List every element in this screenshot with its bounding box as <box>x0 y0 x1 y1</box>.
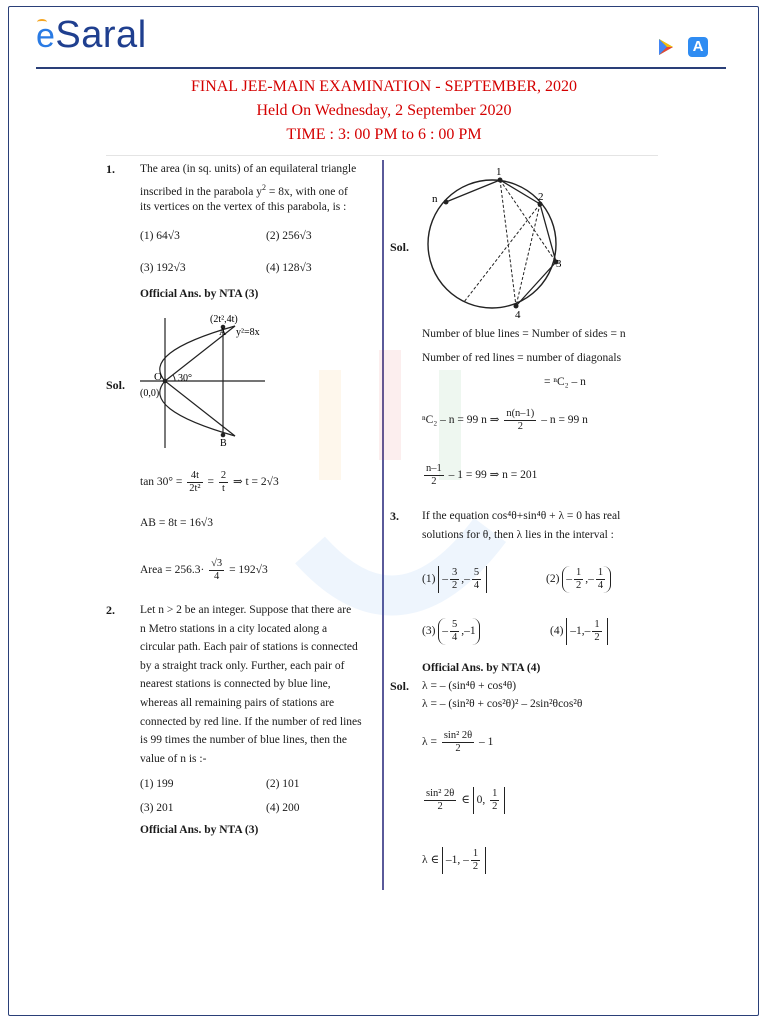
question-3-line2: solutions for θ, then λ lies in the interval : <box>422 529 614 541</box>
question-1-line2: inscribed in the parabola $y^2 = 8x$, with one of <box>140 183 348 198</box>
curve-label: y²=8x <box>236 327 260 338</box>
question-3-sol-line5: λ ∈ –1, – $\frac{1}{2}$ <box>422 847 486 874</box>
question-2-sol-line4: ⁿC₂ – n = 99 n ⇒ $\frac{n(n-1)}{2}$ – n = 99 n <box>422 408 588 432</box>
exam-date: Held On Wednesday, 2 September 2020 <box>256 102 512 119</box>
question-1-step2: AB = 8t = 16√3 <box>140 517 213 529</box>
title-divider <box>106 155 658 156</box>
question-3-sol-line4: $\frac{\text{sin² 2θ}}{2}$ ∈ 0, $\frac{1}{2}$ <box>422 787 505 814</box>
question-2-option-3[interactable]: (3) 201 <box>140 802 174 814</box>
esaral-logo[interactable] <box>36 14 147 57</box>
question-2-number: 2. <box>106 603 115 617</box>
exam-time: TIME : 3: 00 PM to 6 : 00 PM <box>286 126 482 143</box>
point-a-coord: (2t²,4t) <box>210 314 238 325</box>
station-1-label: 1 <box>496 166 502 178</box>
header-divider <box>36 67 726 69</box>
logo-text: Saral <box>55 14 147 56</box>
station-2-label: 2 <box>538 191 544 203</box>
station-3-label: 3 <box>556 258 562 270</box>
question-2-option-2[interactable]: (2) 101 <box>266 778 300 790</box>
question-2-sol-label: Sol. <box>390 240 410 254</box>
question-1-option-2[interactable]: (2) 256√3 <box>266 230 312 242</box>
question-3-option-4[interactable]: (4) –1,– $\frac{1}{2}$ <box>550 618 608 645</box>
logo-prefix: e <box>36 17 56 55</box>
question-2-option-1[interactable]: (1) 199 <box>140 778 174 790</box>
question-3-option-3[interactable]: (3) – $\frac{5}{4}$ ,–1 <box>422 618 480 645</box>
question-3-answer: Official Ans. by NTA (4) <box>422 662 541 674</box>
question-2-option-4[interactable]: (4) 200 <box>266 802 300 814</box>
question-2-text: Let n > 2 be an integer. Suppose that there are n Metro stations in a city located along a circular path. Each pair of stations is connected by a straight track only. Further, each pair of nearest stations is connected by blue line, whereas all remaining pairs of stations are connected by red line. If the number of red lines is 99 times the number of blue lines, then the value of n is :- <box>140 604 362 765</box>
station-4-label: 4 <box>515 309 521 321</box>
question-2-answer: Official Ans. by NTA (3) <box>140 824 259 836</box>
question-1-sol-label: Sol. <box>106 378 126 392</box>
origin-label: O <box>154 371 162 383</box>
question-3-option-2[interactable]: (2) – $\frac{1}{2}$ ,– $\frac{1}{4}$ <box>546 566 611 593</box>
question-2-sol-line2: Number of red lines = number of diagonals <box>422 352 622 364</box>
question-1-line3: its vertices on the vertex of this parabola, is : <box>140 201 347 213</box>
question-2-sol-line5: $\frac{n-1}{2}$ – 1 = 99 ⇒ n = 201 <box>426 463 538 487</box>
question-3-option-1[interactable]: (1) – $\frac{3}{2}$ ,– $\frac{5}{4}$ <box>422 566 487 593</box>
exam-title: FINAL JEE-MAIN EXAMINATION - SEPTEMBER, 2020 <box>190 78 578 95</box>
question-1-line1: The area (in sq. units) of an equilateral triangle <box>140 163 357 175</box>
point-a-label: A <box>219 327 227 338</box>
question-3-line1: If the equation cos⁴θ+sin⁴θ + λ = 0 has real <box>422 510 621 522</box>
question-2-sol-line3: = ⁿC₂ – n <box>544 376 586 388</box>
question-3-sol-label: Sol. <box>390 679 410 693</box>
question-1-answer: Official Ans. by NTA (3) <box>140 288 259 300</box>
question-2-sol-line1: Number of blue lines = Number of sides = n <box>422 328 626 340</box>
question-1-option-4[interactable]: (4) 128√3 <box>266 262 312 274</box>
angle-label: 30° <box>178 373 192 384</box>
question-3-sol-line1: λ = – (sin⁴θ + cos⁴θ) <box>422 680 517 692</box>
point-b-label: B <box>220 438 227 449</box>
station-n-label: n <box>432 193 438 205</box>
origin-coord: (0,0) <box>140 388 160 399</box>
question-3-sol-line3: λ = $\frac{\text{sin² 2θ}}{2}$ – 1 <box>422 730 494 754</box>
question-3-number: 3. <box>390 509 399 523</box>
question-1-step3: Area = 256.3· $\frac{√3}{4}$ = 192√3 <box>140 558 268 582</box>
question-1-option-1[interactable]: (1) 64√3 <box>140 230 180 242</box>
metro-circle-diagram <box>416 164 576 321</box>
question-1-number: 1. <box>106 162 115 176</box>
app-store-icon[interactable]: A <box>688 37 708 57</box>
question-1-step1: tan 30° = $\frac{4t}{\text{2t²}}$ = $\frac{2}{t}$ ⇒ t = 2√3 <box>140 470 279 494</box>
question-1-option-3[interactable]: (3) 192√3 <box>140 262 186 274</box>
question-3-sol-line2: λ = – (sin²θ + cos²θ)² – 2sin²θcos²θ <box>422 698 583 710</box>
google-play-icon[interactable] <box>656 37 676 57</box>
parabola-triangle-diagram <box>140 308 270 450</box>
